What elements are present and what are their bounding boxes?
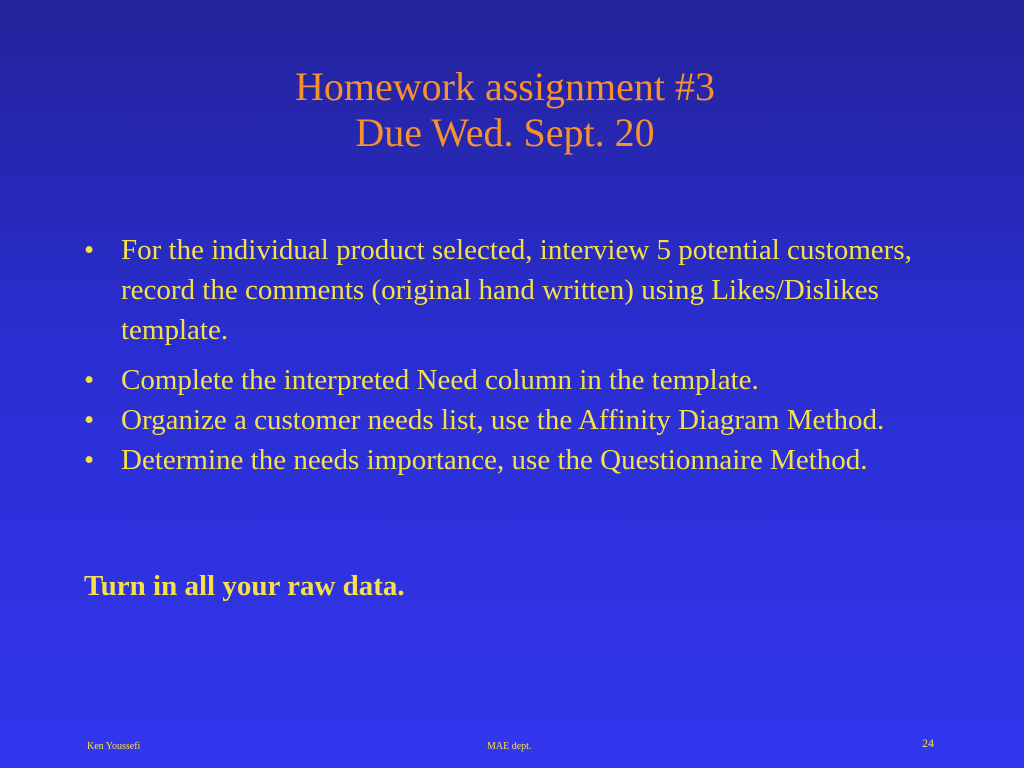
bullet-icon: • <box>84 364 95 396</box>
bullet-text-4: Determine the needs importance, use the Questionnaire Method. <box>121 444 868 476</box>
bullet-icon: • <box>84 234 95 266</box>
bullet-text-2: Complete the interpreted Need column in the template. <box>121 364 759 396</box>
title-line-2: Due Wed. Sept. 20 <box>355 110 655 155</box>
bullet-icon: • <box>84 444 95 476</box>
page-number: 24 <box>922 736 934 750</box>
bullet-text-3: Organize a customer needs list, use the Affinity Diagram Method. <box>121 404 885 436</box>
footer-author: Ken Youssefi <box>87 741 141 752</box>
bullet-item-4 <box>82 440 942 480</box>
closing-statement: Turn in all your raw data. <box>84 570 405 602</box>
title-line-1: Homework assignment #3 <box>295 64 715 109</box>
bullet-list <box>82 230 942 490</box>
bullet-item-1 <box>82 230 942 350</box>
bullet-item-2 <box>82 360 942 400</box>
slide-title <box>0 64 1010 156</box>
bullet-text-1: For the individual product selected, interview 5 potential customers, record the comments (original hand written) using Likes/Dislikes template. <box>121 234 912 346</box>
bullet-icon: • <box>84 404 95 436</box>
bullet-item-3 <box>82 400 942 440</box>
footer-department: MAE dept. <box>487 741 532 752</box>
